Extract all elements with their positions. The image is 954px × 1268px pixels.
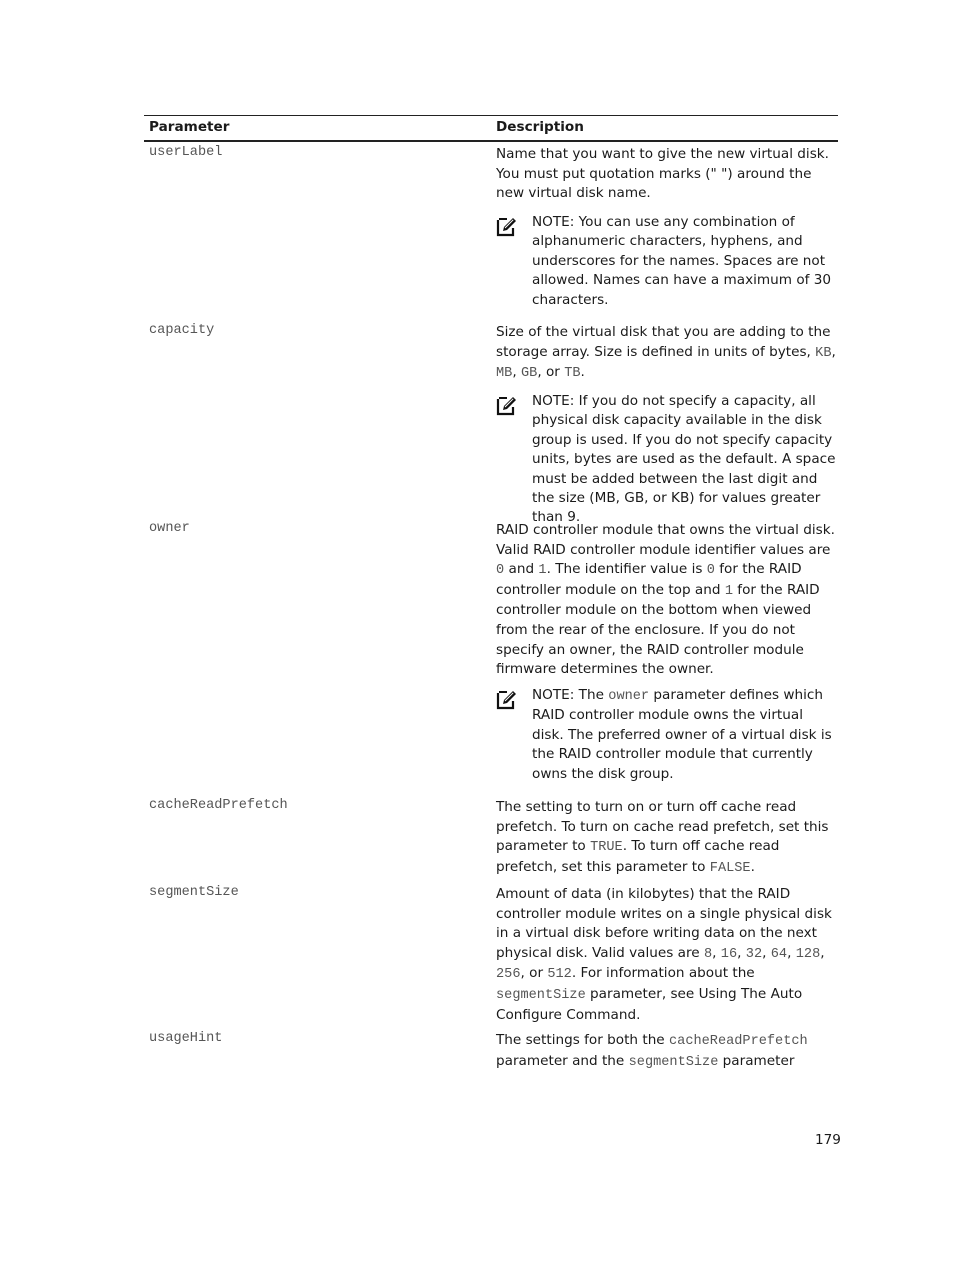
pencil-note-icon (496, 215, 518, 237)
note-label: NOTE: (532, 214, 579, 230)
code-literal: 0 (496, 563, 505, 579)
code-literal: 1 (724, 583, 733, 599)
header-parameter: Parameter (149, 119, 230, 135)
param-description (496, 521, 838, 680)
code-literal: owner (608, 689, 650, 704)
param-description (496, 145, 838, 204)
text-segment: If you do not specify a capacity, all physical disk capacity available in the disk group is used. If you do not specify capacity units, bytes are used as the default. A space must be added between the last digit and the size (MB, GB, or KB) for values greater than 9. (532, 393, 836, 526)
param-description (496, 323, 838, 384)
param-name: cacheReadPrefetch (149, 798, 288, 813)
text-segment: The setting to turn on or turn off cache read prefetch. To turn on cache read prefetch, set this parameter to (496, 799, 829, 855)
note-label: NOTE: (532, 393, 579, 409)
code-literal: 64 (770, 946, 788, 962)
text-segment: , (737, 944, 746, 961)
code-literal: TRUE (590, 840, 623, 856)
text-segment: parameter and the (496, 1052, 629, 1069)
text-segment: Name that you want to give the new virtual disk. You must put quotation marks (" ") around the new virtual disk name. (496, 146, 829, 202)
text-segment: parameter (718, 1052, 795, 1069)
code-literal: MB (496, 366, 513, 382)
code-literal: GB (520, 366, 538, 382)
code-literal: 128 (795, 946, 821, 962)
text-segment: RAID controller module that owns the virtual disk. Valid RAID controller module identifier values are (496, 522, 835, 558)
code-literal: FALSE (709, 860, 751, 876)
pencil-note-icon (496, 394, 518, 416)
param-description (496, 885, 838, 1025)
text-segment: . (580, 364, 585, 381)
param-description (496, 798, 838, 878)
param-name: capacity (149, 323, 215, 338)
code-literal: 8 (703, 946, 713, 962)
note-text (532, 213, 838, 310)
pencil-note-icon (496, 688, 518, 710)
text-segment: for the RAID controller module on the top and (496, 561, 802, 598)
text-segment: and (504, 561, 539, 578)
text-segment: , or (520, 965, 548, 982)
text-segment: . The identifier value is (546, 561, 707, 578)
text-segment: parameter, see Using The Auto Configure Command. (496, 985, 803, 1023)
code-literal: cacheReadPrefetch (669, 1034, 808, 1049)
text-segment: Size of the virtual disk that you are adding to the storage array. Size is defined in units of bytes, (496, 324, 831, 360)
code-literal: 512 (547, 967, 572, 983)
note-text (532, 392, 838, 528)
text-segment: , (787, 944, 796, 961)
note-label: NOTE: (532, 687, 579, 703)
text-segment: . (750, 858, 755, 875)
code-literal: 1 (538, 563, 547, 579)
note-text (532, 686, 838, 784)
param-name: owner (149, 521, 190, 536)
code-literal: 32 (745, 946, 763, 962)
code-literal: 256 (496, 967, 521, 983)
param-description (496, 1031, 838, 1072)
text-segment: The settings for both the (496, 1032, 669, 1048)
text-segment: , (831, 343, 836, 360)
parameter-table (144, 115, 838, 1070)
page-number: 179 (815, 1132, 841, 1148)
code-literal: 0 (706, 563, 715, 579)
text-segment: . For information about the (571, 965, 755, 982)
text-segment: The (578, 687, 609, 703)
code-literal: 16 (720, 946, 738, 962)
param-name: usageHint (149, 1031, 223, 1046)
text-segment: You can use any combination of alphanumeric characters, hyphens, and underscores for the names. Spaces are not allowed. Names can have a maximum of 30 characters. (532, 214, 832, 308)
text-segment: , (820, 944, 825, 961)
code-literal: TB (564, 366, 581, 382)
text-segment: , (712, 944, 721, 961)
text-segment: . To turn off cache read prefetch, set this parameter to (496, 838, 780, 875)
code-literal: segmentSize (628, 1054, 719, 1070)
text-segment: , (512, 364, 521, 381)
table-header (144, 115, 838, 142)
text-segment: Amount of data (in kilobytes) that the RAID controller module writes on a single physical disk in a virtual disk before writing data on the next physical disk. Valid values are (496, 886, 832, 961)
code-literal: segmentSize (496, 987, 586, 1003)
text-segment: , (762, 944, 771, 961)
header-description: Description (496, 119, 584, 135)
text-segment: , or (537, 364, 565, 381)
text-segment: for the RAID controller module on the bottom when viewed from the rear of the enclosure. If you do not specify an owner, the RAID controller module firmware determines the owner. (496, 581, 820, 678)
code-literal: KB (815, 345, 832, 361)
text-segment: parameter defines which RAID controller module owns the virtual disk. The preferred owner of a virtual disk is the RAID controller module that currently owns the disk group. (532, 687, 832, 782)
param-name: userLabel (149, 145, 223, 160)
param-name: segmentSize (149, 885, 239, 900)
